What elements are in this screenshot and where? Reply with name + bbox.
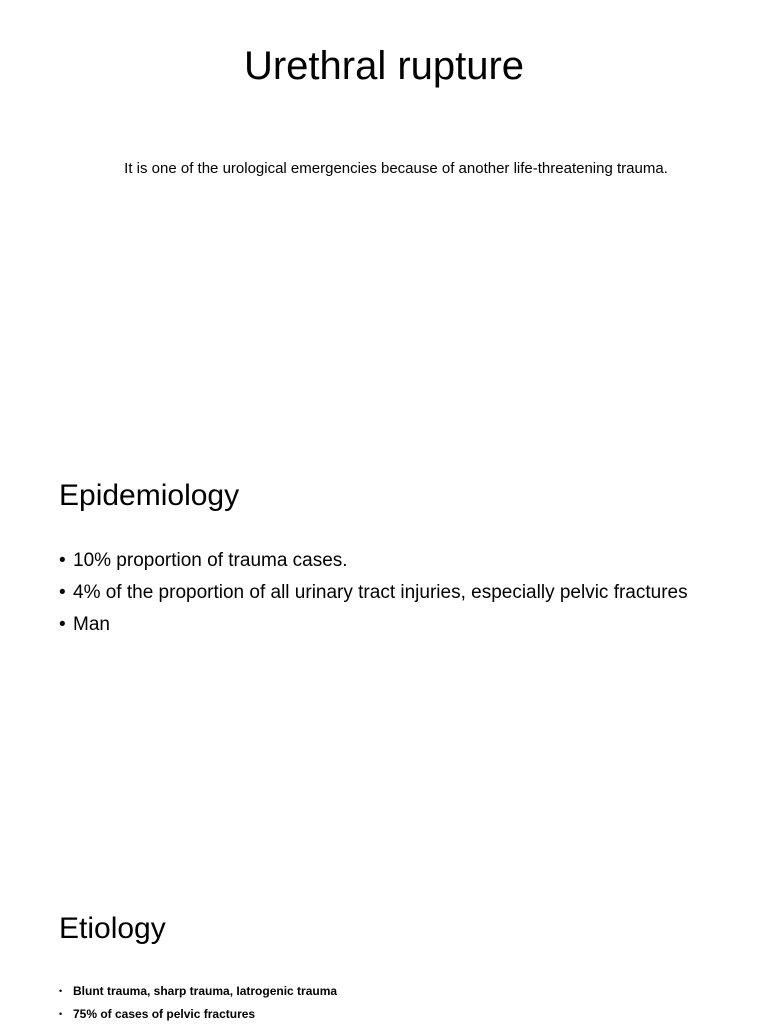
- bullet-text: Blunt trauma, sharp trauma, Iatrogenic trauma: [73, 984, 338, 998]
- bullet-text: 4% of the proportion of all urinary tract injuries, especially pelvic fractures: [73, 582, 688, 603]
- bullet-item: [59, 613, 719, 637]
- bullet-item: [59, 983, 719, 999]
- bullet-list: [59, 983, 719, 1029]
- bullet-list: [59, 549, 719, 645]
- slide-etiology: [0, 860, 768, 1024]
- bullet-icon: •: [59, 1009, 63, 1019]
- bullet-item: [59, 549, 719, 573]
- slide-title: Urethral rupture: [243, 44, 525, 88]
- slide-heading: Epidemiology: [59, 479, 240, 512]
- bullet-icon: •: [59, 550, 66, 571]
- slide-epidemiology: [0, 430, 768, 860]
- bullet-icon: •: [59, 614, 66, 635]
- bullet-item: [59, 581, 719, 605]
- bullet-icon: •: [59, 582, 66, 603]
- bullet-icon: •: [59, 986, 63, 996]
- bullet-text: Man: [73, 614, 110, 635]
- slide-heading: Etiology: [59, 912, 166, 945]
- bullet-text: 75% of cases of pelvic fractures: [73, 1007, 256, 1021]
- bullet-item: [59, 1006, 719, 1022]
- slide-urethral-rupture: [0, 0, 768, 430]
- bullet-text: 10% proportion of trauma cases.: [73, 550, 348, 571]
- slide-subtitle: It is one of the urological emergencies because of another life-threatening trauma.: [124, 160, 668, 177]
